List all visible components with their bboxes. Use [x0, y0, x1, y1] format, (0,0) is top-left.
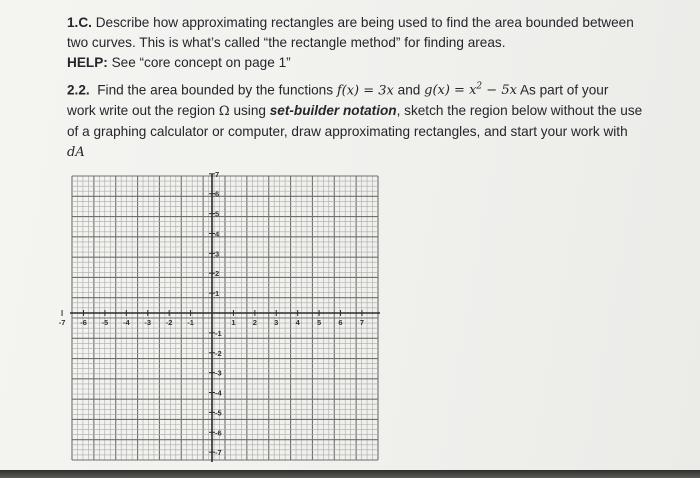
- question-2-2-line2b: using: [233, 103, 266, 119]
- y-tick-label: 7: [215, 169, 220, 179]
- y-tick-label: -5: [215, 408, 222, 418]
- question-2-2-line2c: , sketch the region below without the use: [396, 103, 643, 119]
- y-tick-label: -4: [215, 388, 222, 398]
- function-f: f(x) = 3x: [336, 83, 394, 99]
- help-text: See “core concept on page 1”: [111, 55, 291, 70]
- x-tick-label: 6: [338, 318, 343, 327]
- question-2-2-intro: Find the area bounded by the functions: [97, 82, 334, 98]
- x-tick-label: -1: [187, 318, 194, 327]
- x-tick-label: 2: [252, 318, 257, 327]
- function-g-tail: − 5x: [482, 83, 517, 99]
- x-tick-label: 3: [274, 318, 279, 327]
- y-tick-label: -6: [215, 428, 222, 438]
- x-tick-label: 7: [359, 318, 365, 327]
- y-tick-label: -2: [215, 348, 222, 358]
- x-tick-label: -7: [58, 318, 66, 327]
- x-tick-label: -5: [101, 318, 109, 327]
- photo-edge-shadow: [0, 470, 700, 478]
- differential-dA: dA: [67, 145, 85, 161]
- y-tick-label: 4: [215, 229, 220, 239]
- y-tick-label: -1: [215, 328, 222, 338]
- question-2-2-line2a: work write out the region: [67, 103, 216, 119]
- y-tick-label: -3: [215, 368, 222, 378]
- set-builder-term: set-builder notation: [269, 103, 397, 119]
- y-tick-label: -7: [215, 448, 222, 458]
- help-label: HELP:: [67, 55, 108, 70]
- x-tick-label: -2: [165, 318, 173, 327]
- y-tick-label: 5: [215, 209, 220, 219]
- question-1c-line1: Describe how approximating rectangles are being used to find the area bounded between: [95, 15, 634, 30]
- question-1c-number: 1.C.: [67, 15, 92, 30]
- x-tick-label: -4: [122, 318, 130, 327]
- x-tick-label: -3: [144, 318, 152, 327]
- function-g-base: g(x) = x: [424, 83, 477, 99]
- question-2-2-after: As part of your: [519, 82, 609, 98]
- question-2-2-line3: of a graphing calculator or computer, draw approximating rectangles, and start your work with: [67, 124, 628, 140]
- x-tick-label: 1: [231, 318, 236, 327]
- and-word: and: [397, 82, 421, 98]
- omega-symbol: Ω: [218, 104, 230, 120]
- y-tick-label: 2: [215, 269, 220, 279]
- x-tick-label: 5: [317, 318, 322, 327]
- grid-lines: [72, 176, 378, 460]
- question-2-2-number: 2.2.: [67, 82, 90, 98]
- function-g-exponent: 2: [476, 82, 483, 92]
- y-tick-label: 1: [215, 289, 220, 299]
- question-1c-line2: two curves. This is what’s called “the rectangle method” for finding areas.: [67, 35, 506, 50]
- x-tick-label: -6: [80, 318, 87, 327]
- x-tick-label: 4: [295, 318, 300, 327]
- y-tick-label: 3: [215, 249, 220, 259]
- y-tick-label: 6: [215, 189, 220, 199]
